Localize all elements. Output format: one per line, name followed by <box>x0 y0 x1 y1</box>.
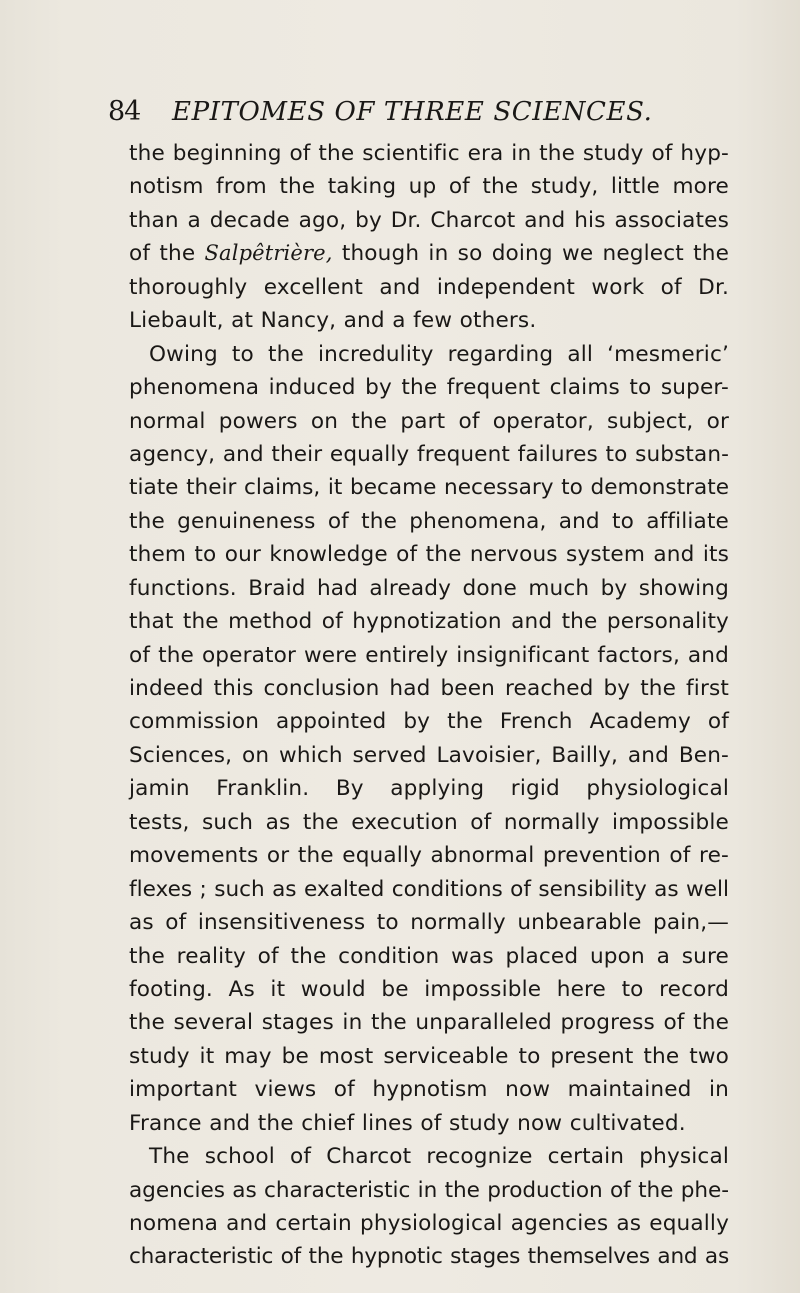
text-fragment: of the <box>129 241 205 267</box>
text-line: tests, such as the execution of normally impossible <box>129 809 729 835</box>
paragraph-start-line: The school of Charcot recognize certain physical <box>149 1144 729 1170</box>
text-line: commission appointed by the French Academy of <box>129 709 729 735</box>
text-line: characteristic of the hypnotic stages themselves and as <box>129 1244 729 1270</box>
paragraph-start-line: Owing to the incredulity regarding all ‘mesmeric’ <box>149 341 729 367</box>
page-header <box>108 94 668 134</box>
italic-term: Salpêtrière, <box>204 241 333 266</box>
text-line: Sciences, on which served Lavoisier, Bailly, and Ben- <box>129 742 729 768</box>
text-line <box>129 237 729 270</box>
text-line: than a decade ago, by Dr. Charcot and his associates <box>129 207 729 233</box>
text-line: important views of hypnotism now maintained in <box>129 1077 729 1103</box>
text-line: agency, and their equally frequent failures to substan- <box>129 441 729 467</box>
text-line: them to our knowledge of the nervous system and its <box>129 542 729 568</box>
text-line: indeed this conclusion had been reached by the first <box>129 676 729 701</box>
running-head: EPITOMES OF THREE SCIENCES. <box>172 97 653 127</box>
text-line: as of insensitiveness to normally unbearable pain,— <box>129 910 729 936</box>
text-line: agencies as characteristic in the production of the phe- <box>129 1177 729 1203</box>
text-line: footing. As it would be impossible here to record <box>129 976 729 1002</box>
text-line: movements or the equally abnormal prevention of re- <box>129 843 729 869</box>
text-line: the several stages in the unparalleled progress of the <box>129 1010 729 1036</box>
text-line: study it may be most serviceable to present the two <box>129 1043 729 1069</box>
text-line: jamin Franklin. By applying rigid physiological <box>129 776 729 802</box>
text-line: Liebault, at Nancy, and a few others. <box>129 308 537 334</box>
text-line: nomena and certain physiological agencies as equally <box>129 1211 729 1236</box>
text-line: that the method of hypnotization and the personality <box>129 609 729 635</box>
text-line: thoroughly excellent and independent work of Dr. <box>129 274 729 300</box>
text-line: the beginning of the scientific era in the study of hyp- <box>129 141 729 166</box>
text-line: of the operator were entirely insignificant factors, and <box>129 642 729 668</box>
page-number: 84 <box>108 96 141 127</box>
text-line: France and the chief lines of study now cultivated. <box>129 1110 686 1136</box>
text-fragment: though in so doing we neglect the <box>332 241 730 267</box>
text-line: functions. Braid had already done much by showing <box>129 575 729 601</box>
text-line: the reality of the condition was placed upon a sure <box>129 943 729 969</box>
body-text <box>129 137 729 1274</box>
text-line: notism from the taking up of the study, little more <box>129 174 729 200</box>
text-line: normal powers on the part of operator, subject, or <box>129 408 729 434</box>
text-line: tiate their claims, it became necessary to demonstrate <box>129 475 729 501</box>
text-line: flexes ; such as exalted conditions of sensibility as well <box>129 876 729 902</box>
text-line: phenomena induced by the frequent claims to super- <box>129 375 729 401</box>
text-line: the genuineness of the phenomena, and to affiliate <box>129 508 729 534</box>
